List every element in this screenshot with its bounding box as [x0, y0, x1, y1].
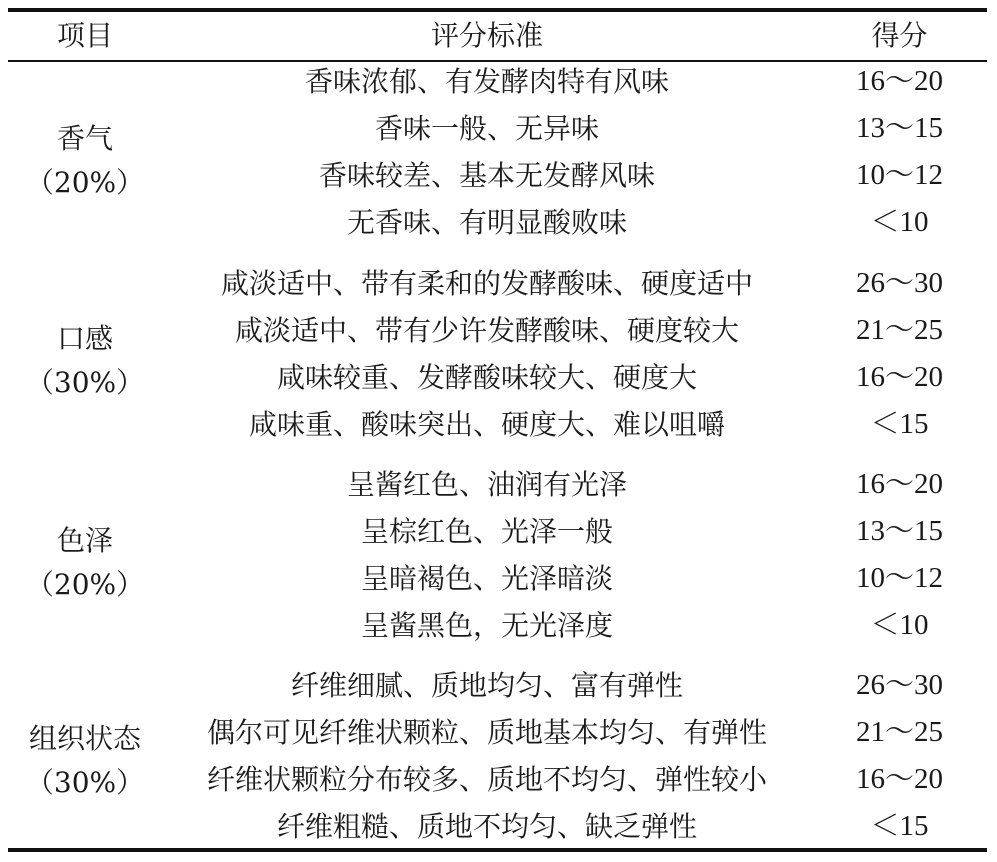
score-cell: 26～30	[855, 669, 943, 701]
criteria-cell: 呈棕红色、光泽一般	[360, 515, 613, 548]
criteria-cell: 香味较差、基本无发酵风味	[318, 159, 655, 192]
score-cell: 16～20	[855, 361, 943, 393]
table-row	[0, 152, 997, 199]
group-name: 香气	[56, 122, 113, 155]
criteria-cell: 咸味较重、发酵酸味较大、硬度大	[276, 361, 697, 394]
criteria-cell: 咸味重、酸味突出、硬度大、难以咀嚼	[248, 408, 725, 441]
score-cell: 16～20	[855, 468, 943, 500]
score-cell: 10～12	[855, 159, 943, 191]
table-row	[0, 803, 997, 850]
group-name: 口感	[56, 322, 113, 355]
criteria-cell: 纤维细腻、质地均匀、富有弹性	[290, 669, 683, 702]
table-bottom-rule	[8, 848, 987, 852]
score-cell: 21～25	[855, 716, 943, 748]
score-cell: 13～15	[855, 515, 943, 547]
criteria-cell: 纤维粗糙、质地不均匀、缺乏弹性	[276, 810, 697, 843]
score-cell: ＜10	[870, 206, 929, 238]
header-criteria: 评分标准	[430, 19, 543, 52]
criteria-cell: 无香味、有明显酸败味	[346, 206, 627, 239]
group-weight: （20%）	[25, 166, 145, 199]
table-header	[0, 12, 997, 60]
score-cell: 16～20	[855, 763, 943, 795]
header-score: 得分	[871, 19, 928, 52]
table-row	[0, 401, 997, 448]
score-cell: ＜15	[870, 408, 929, 440]
score-cell: ＜10	[870, 609, 929, 641]
table-row	[0, 602, 997, 649]
score-cell: 21～25	[855, 314, 943, 346]
criteria-cell: 呈暗褐色、光泽暗淡	[360, 562, 613, 595]
criteria-cell: 香味一般、无异味	[374, 112, 599, 145]
table-row	[0, 260, 997, 307]
group-weight: （30%）	[25, 766, 145, 799]
table-row	[0, 461, 997, 508]
criteria-cell: 香味浓郁、有发酵肉特有风味	[304, 65, 669, 98]
score-cell: ＜15	[870, 810, 929, 842]
header-item: 项目	[56, 19, 113, 52]
score-cell: 16～20	[855, 65, 943, 97]
table-row	[0, 199, 997, 246]
criteria-cell: 呈酱黑色，无光泽度	[360, 609, 613, 642]
score-cell: 26～30	[855, 267, 943, 299]
table-row	[0, 105, 997, 152]
criteria-cell: 呈酱红色、油润有光泽	[346, 468, 627, 501]
criteria-cell: 纤维状颗粒分布较多、质地不均匀、弹性较小	[206, 763, 767, 796]
table-row	[0, 756, 997, 803]
table-row	[0, 354, 997, 401]
group-weight: （30%）	[25, 366, 145, 399]
table-row	[0, 58, 997, 105]
score-cell: 10～12	[855, 562, 943, 594]
group-name: 组织状态	[28, 722, 141, 755]
table-row	[0, 709, 997, 756]
table-row	[0, 555, 997, 602]
score-cell: 13～15	[855, 112, 943, 144]
table-row	[0, 662, 997, 709]
criteria-cell: 偶尔可见纤维状颗粒、质地基本均匀、有弹性	[206, 716, 767, 749]
group-name: 色泽	[56, 524, 113, 557]
table-row	[0, 508, 997, 555]
group-weight: （20%）	[25, 568, 145, 601]
criteria-cell: 咸淡适中、带有少许发酵酸味、硬度较大	[234, 314, 739, 347]
criteria-cell: 咸淡适中、带有柔和的发酵酸味、硬度适中	[220, 267, 753, 300]
table-row	[0, 307, 997, 354]
